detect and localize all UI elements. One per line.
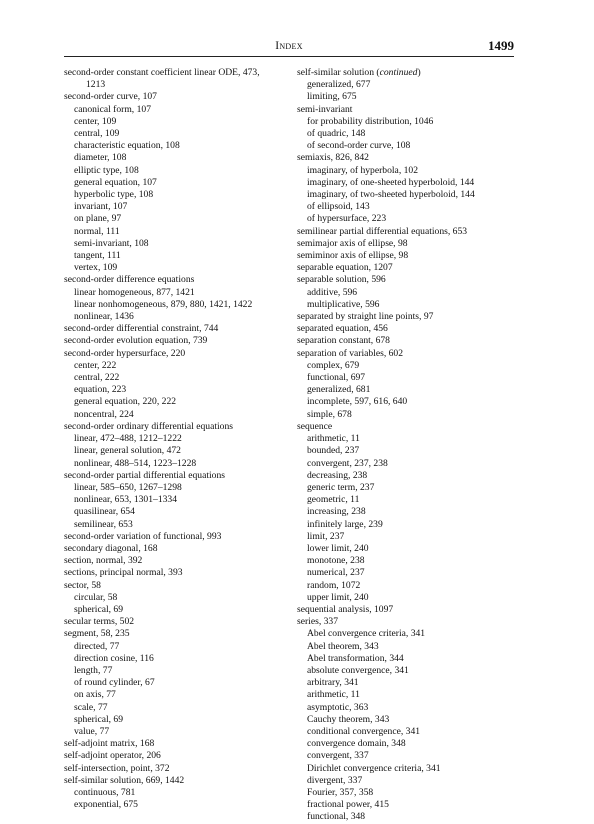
index-subentry: functional, 348 bbox=[307, 811, 366, 823]
index-subentry: value, 77 bbox=[74, 725, 110, 737]
index-subentry: imaginary, of two-sheeted hyperboloid, 144 bbox=[307, 189, 475, 201]
index-subentry: center, 222 bbox=[74, 359, 117, 371]
index-subentry: linear, 585–650, 1267–1298 bbox=[74, 481, 182, 493]
index-subentry: quasilinear, 654 bbox=[74, 506, 135, 518]
index-entry: second-order hypersurface, 220 bbox=[64, 347, 186, 359]
index-subentry: generalized, 677 bbox=[307, 79, 371, 91]
index-subentry: invariant, 107 bbox=[74, 201, 128, 213]
index-entry: semiaxis, 826, 842 bbox=[297, 152, 369, 164]
index-subentry: monotone, 238 bbox=[307, 555, 365, 567]
index-entry: separable solution, 596 bbox=[297, 274, 386, 286]
index-entry: second-order variation of functional, 993 bbox=[64, 530, 222, 542]
index-subentry: spherical, 69 bbox=[74, 603, 124, 615]
index-entry: second-order difference equations bbox=[64, 274, 195, 286]
index-subentry: limiting, 675 bbox=[307, 91, 357, 103]
page-number: 1499 bbox=[488, 38, 514, 53]
index-subentry: circular, 58 bbox=[74, 591, 118, 603]
index-subentry: lower limit, 240 bbox=[307, 542, 369, 554]
index-subentry: limit, 237 bbox=[307, 530, 345, 542]
index-subentry: Fourier, 357, 358 bbox=[307, 786, 374, 798]
index-entry: second-order ordinary differential equations bbox=[64, 420, 233, 432]
index-entry: segment, 58, 235 bbox=[64, 628, 130, 640]
index-entry: semimajor axis of ellipse, 98 bbox=[297, 237, 408, 249]
index-subentry: bounded, 237 bbox=[307, 445, 360, 457]
index-entry: self-similar solution, 669, 1442 bbox=[64, 774, 185, 786]
index-entry: sequence bbox=[297, 420, 333, 432]
index-subentry: multiplicative, 596 bbox=[307, 298, 380, 310]
index-entry: secular terms, 502 bbox=[64, 616, 135, 628]
index-subentry: equation, 223 bbox=[74, 384, 127, 396]
index-subentry: of second-order curve, 108 bbox=[307, 140, 411, 152]
index-subentry: for probability distribution, 1046 bbox=[307, 115, 434, 127]
index-subentry: direction cosine, 116 bbox=[74, 652, 154, 664]
index-subentry: arithmetic, 11 bbox=[307, 689, 360, 701]
index-subentry: nonlinear, 1436 bbox=[74, 311, 134, 323]
index-entry: separable equation, 1207 bbox=[297, 262, 393, 274]
index-subentry: hyperbolic type, 108 bbox=[74, 189, 154, 201]
index-column-left bbox=[64, 67, 284, 811]
index-entry: semi-invariant bbox=[297, 103, 353, 115]
index-entry: sector, 58 bbox=[64, 579, 101, 591]
index-subentry: random, 1072 bbox=[307, 579, 361, 591]
index-subentry: general equation, 107 bbox=[74, 176, 157, 188]
index-subentry: divergent, 337 bbox=[307, 774, 363, 786]
index-subentry: generic term, 237 bbox=[307, 481, 375, 493]
index-subentry: on plane, 97 bbox=[74, 213, 122, 225]
index-subentry: of quadric, 148 bbox=[307, 128, 366, 140]
index-entry: separation constant, 678 bbox=[297, 335, 390, 347]
index-subentry: functional, 697 bbox=[307, 372, 366, 384]
index-subentry: infinitely large, 239 bbox=[307, 518, 383, 530]
index-subentry: Abel theorem, 343 bbox=[307, 640, 379, 652]
index-subentry: semilinear, 653 bbox=[74, 518, 133, 530]
index-subentry: convergent, 337 bbox=[307, 750, 369, 762]
index-subentry: center, 109 bbox=[74, 115, 117, 127]
index-entry: self-intersection, point, 372 bbox=[64, 762, 170, 774]
index-subentry: of ellipsoid, 143 bbox=[307, 201, 370, 213]
index-subentry: convergence domain, 348 bbox=[307, 738, 406, 750]
index-subentry: general equation, 220, 222 bbox=[74, 396, 177, 408]
index-entry: self-adjoint matrix, 168 bbox=[64, 738, 155, 750]
index-entry: section, normal, 392 bbox=[64, 555, 143, 567]
index-column-right bbox=[297, 67, 527, 824]
index-subentry: noncentral, 224 bbox=[74, 408, 134, 420]
index-subentry: Abel convergence criteria, 341 bbox=[307, 628, 426, 640]
index-subentry: arithmetic, 11 bbox=[307, 433, 360, 445]
index-subentry: of hypersurface, 223 bbox=[307, 213, 387, 225]
index-subentry: linear, general solution, 472 bbox=[74, 445, 181, 457]
index-subentry: additive, 596 bbox=[307, 286, 358, 298]
index-subentry: central, 109 bbox=[74, 128, 120, 140]
index-subentry: tangent, 111 bbox=[74, 250, 121, 262]
index-subentry: directed, 77 bbox=[74, 640, 120, 652]
index-subentry: Abel transformation, 344 bbox=[307, 652, 404, 664]
index-subentry: normal, 111 bbox=[74, 225, 120, 237]
index-subentry: semi-invariant, 108 bbox=[74, 237, 149, 249]
index-subentry: Dirichlet convergence criteria, 341 bbox=[307, 762, 441, 774]
index-subentry: convergent, 237, 238 bbox=[307, 457, 388, 469]
index-subentry: exponential, 675 bbox=[74, 799, 138, 811]
index-subentry: canonical form, 107 bbox=[74, 103, 151, 115]
index-subentry: simple, 678 bbox=[307, 408, 352, 420]
index-entry: second-order curve, 107 bbox=[64, 91, 157, 103]
index-subentry: length, 77 bbox=[74, 664, 113, 676]
index-subentry: arbitrary, 341 bbox=[307, 677, 359, 689]
header-title: Index bbox=[275, 40, 303, 52]
index-subentry: characteristic equation, 108 bbox=[74, 140, 180, 152]
index-subentry: nonlinear, 488–514, 1223–1228 bbox=[74, 457, 197, 469]
index-subentry: of round cylinder, 67 bbox=[74, 677, 155, 689]
index-subentry: complex, 679 bbox=[307, 359, 360, 371]
index-subentry: imaginary, of one-sheeted hyperboloid, 144 bbox=[307, 176, 475, 188]
index-subentry: scale, 77 bbox=[74, 701, 108, 713]
index-entry-continued bbox=[297, 67, 527, 79]
index-entry: second-order partial differential equations bbox=[64, 469, 225, 481]
index-subentry: asymptotic, 363 bbox=[307, 701, 369, 713]
index-subentry: continuous, 781 bbox=[74, 786, 136, 798]
index-entry: second-order differential constraint, 744 bbox=[64, 323, 219, 335]
continued-head-text: self-similar solution ( bbox=[297, 67, 380, 78]
index-subentry: generalized, 681 bbox=[307, 384, 371, 396]
index-entry: separation of variables, 602 bbox=[297, 347, 404, 359]
index-entry: semiminor axis of ellipse, 98 bbox=[297, 250, 409, 262]
index-entry: separated by straight line points, 97 bbox=[297, 311, 434, 323]
index-entry: secondary diagonal, 168 bbox=[64, 542, 158, 554]
index-entry: second-order evolution equation, 739 bbox=[64, 335, 208, 347]
index-subentry: vertex, 109 bbox=[74, 262, 118, 274]
index-subentry: linear, 472–488, 1212–1222 bbox=[74, 433, 182, 445]
index-subentry: conditional convergence, 341 bbox=[307, 725, 421, 737]
index-subentry: geometric, 11 bbox=[307, 494, 360, 506]
index-entry: self-adjoint operator, 206 bbox=[64, 750, 161, 762]
continued-label: continued bbox=[379, 67, 418, 78]
index-subentry: fractional power, 415 bbox=[307, 799, 389, 811]
index-subentry: on axis, 77 bbox=[74, 689, 116, 701]
continued-close: ) bbox=[417, 67, 421, 78]
index-subentry: imaginary, of hyperbola, 102 bbox=[307, 164, 419, 176]
index-entry: second-order constant coefficient linear ODE, 473, bbox=[64, 67, 260, 78]
index-subentry: absolute convergence, 341 bbox=[307, 664, 409, 676]
running-header bbox=[64, 38, 514, 56]
index-entry: sections, principal normal, 393 bbox=[64, 567, 183, 579]
index-entry: separated equation, 456 bbox=[297, 323, 388, 335]
index-subentry: spherical, 69 bbox=[74, 713, 124, 725]
index-subentry: upper limit, 240 bbox=[307, 591, 369, 603]
index-subentry: incomplete, 597, 616, 640 bbox=[307, 396, 408, 408]
index-subentry: diameter, 108 bbox=[74, 152, 127, 164]
index-subentry: elliptic type, 108 bbox=[74, 164, 139, 176]
index-subentry: linear nonhomogeneous, 879, 880, 1421, 1422 bbox=[74, 298, 253, 310]
index-subentry: numerical, 237 bbox=[307, 567, 365, 579]
index-subentry: decreasing, 238 bbox=[307, 469, 368, 481]
header-rule bbox=[64, 56, 514, 57]
index-subentry: Cauchy theorem, 343 bbox=[307, 713, 390, 725]
index-subentry: linear homogeneous, 877, 1421 bbox=[74, 286, 195, 298]
index-entry: sequential analysis, 1097 bbox=[297, 603, 394, 615]
index-subentry: central, 222 bbox=[74, 372, 120, 384]
index-subentry: increasing, 238 bbox=[307, 506, 366, 518]
index-entry: semilinear partial differential equations, 653 bbox=[297, 225, 468, 237]
index-subentry: 1213 bbox=[86, 79, 106, 91]
index-subentry: nonlinear, 653, 1301–1334 bbox=[74, 494, 178, 506]
index-entry: series, 337 bbox=[297, 616, 339, 628]
